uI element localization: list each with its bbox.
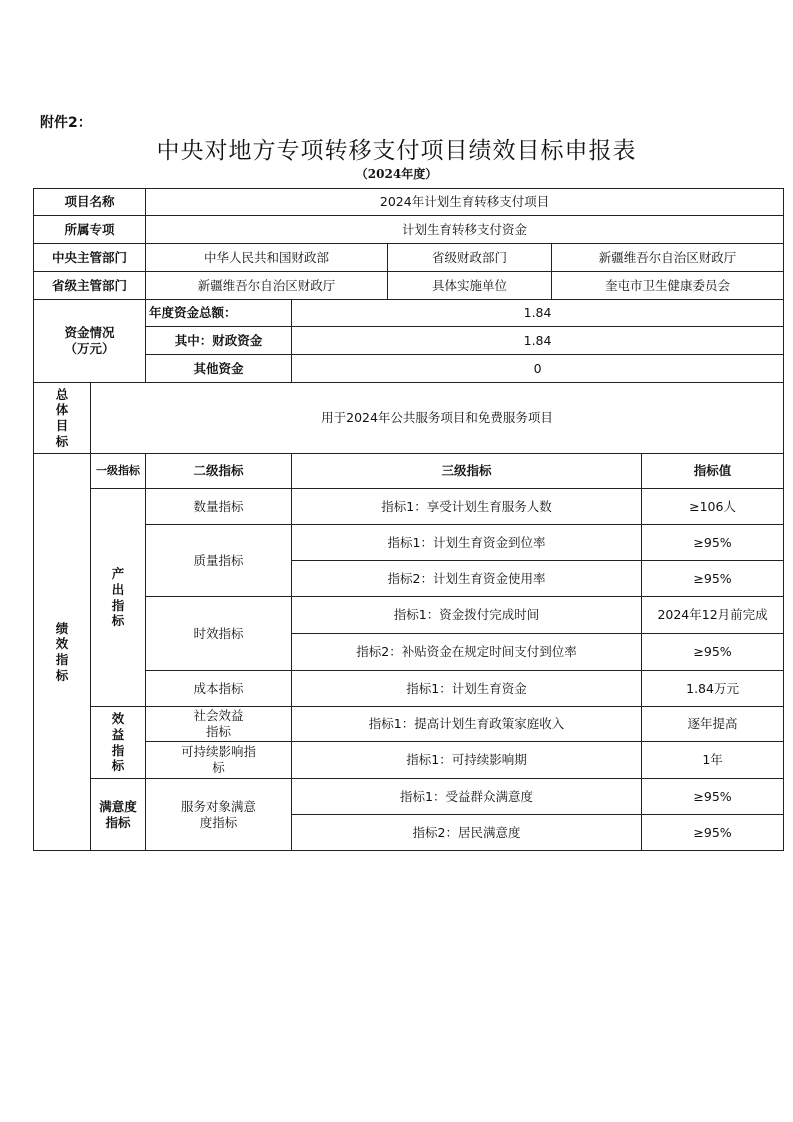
indicator-value: 2024年12月前完成	[642, 597, 784, 634]
overall-goal-text: 用于2024年公共服务项目和免费服务项目	[91, 383, 784, 454]
funds-finance-label: 其中：财政资金	[146, 327, 292, 355]
funds-label-cell	[34, 300, 146, 383]
central-dept-label: 中央主管部门	[34, 244, 146, 272]
table-row	[34, 671, 784, 707]
indicator-text: 指标2：计划生育资金使用率	[292, 561, 642, 597]
prov-finance-value: 新疆维吾尔自治区财政厅	[552, 244, 784, 272]
overall-goal-row	[34, 383, 784, 454]
central-dept-value: 中华人民共和国财政部	[146, 244, 388, 272]
impl-unit-label: 具体实施单位	[388, 272, 552, 300]
performance-target-form	[33, 188, 784, 851]
project-name-row	[34, 189, 784, 216]
cost-label: 成本指标	[146, 671, 292, 707]
indicator-value: ≥106人	[642, 489, 784, 525]
indicator-text: 指标2：补贴资金在规定时间支付到位率	[292, 634, 642, 671]
attachment-label: 附件2：	[40, 115, 92, 131]
indicator-text: 指标1：受益群众满意度	[292, 779, 642, 815]
funds-total-row	[34, 300, 784, 327]
funds-finance-value: 1.84	[292, 327, 784, 355]
project-name-value: 2024年计划生育转移支付项目	[146, 189, 784, 216]
indicator-text: 指标1：享受计划生育服务人数	[292, 489, 642, 525]
document-title: 中央对地方专项转移支付项目绩效目标申报表	[156, 138, 637, 164]
prov-dept-label: 省级主管部门	[34, 272, 146, 300]
department-row	[34, 244, 784, 272]
indicator-value: ≥95%	[642, 815, 784, 851]
prov-dept-value: 新疆维吾尔自治区财政厅	[146, 272, 388, 300]
indicator-text: 指标1：可持续影响期	[292, 742, 642, 779]
indicator-value: 1.84万元	[642, 671, 784, 707]
service-satisfaction-label: 服务对象满意度指标	[146, 779, 292, 851]
impl-unit-value: 奎屯市卫生健康委员会	[552, 272, 784, 300]
header-level2: 二级指标	[146, 454, 292, 489]
indicator-value: 逐年提高	[642, 707, 784, 742]
prov-finance-label: 省级财政部门	[388, 244, 552, 272]
indicator-value: ≥95%	[642, 561, 784, 597]
header-value: 指标值	[642, 454, 784, 489]
funds-other-row	[34, 355, 784, 383]
header-level3: 三级指标	[292, 454, 642, 489]
header-level1: 一级指标	[91, 454, 146, 489]
timeliness-label: 时效指标	[146, 597, 292, 671]
indicator-text: 指标1：资金拨付完成时间	[292, 597, 642, 634]
table-row	[34, 597, 784, 634]
funds-total-value: 1.84	[292, 300, 784, 327]
indicator-text: 指标1：计划生育资金到位率	[292, 525, 642, 561]
performance-label: 绩效指标	[34, 454, 91, 851]
benefit-label: 效益指标	[91, 707, 146, 779]
indicator-value: 1年	[642, 742, 784, 779]
indicator-value: ≥95%	[642, 779, 784, 815]
output-label: 产出指标	[91, 489, 146, 707]
table-row	[34, 779, 784, 815]
funds-label: 资金情况	[64, 325, 115, 341]
indicator-text: 指标1：提高计划生育政策家庭收入	[292, 707, 642, 742]
indicator-text: 指标1：计划生育资金	[292, 671, 642, 707]
indicator-value: ≥95%	[642, 525, 784, 561]
quality-label: 质量指标	[146, 525, 292, 597]
quantity-label: 数量指标	[146, 489, 292, 525]
table-row	[34, 525, 784, 561]
funds-other-label: 其他资金	[146, 355, 292, 383]
table-row	[34, 489, 784, 525]
funds-unit: （万元）	[64, 341, 115, 356]
special-row	[34, 216, 784, 244]
special-value: 计划生育转移支付资金	[146, 216, 784, 244]
special-label: 所属专项	[34, 216, 146, 244]
funds-other-value: 0	[292, 355, 784, 383]
table-row	[34, 742, 784, 779]
funds-finance-row	[34, 327, 784, 355]
prov-dept-row	[34, 272, 784, 300]
social-benefit-label: 社会效益指标	[146, 707, 292, 742]
sustain-label: 可持续影响指标	[146, 742, 292, 779]
indicator-text: 指标2：居民满意度	[292, 815, 642, 851]
performance-header-row	[34, 454, 784, 489]
satisfaction-label: 满意度指标	[91, 779, 146, 851]
indicator-value: ≥95%	[642, 634, 784, 671]
year-label: （2024年度）	[355, 167, 438, 181]
overall-goal-label: 总体目标	[34, 383, 91, 454]
project-name-label: 项目名称	[34, 189, 146, 216]
funds-total-label: 年度资金总额：	[146, 300, 292, 327]
table-row	[34, 707, 784, 742]
